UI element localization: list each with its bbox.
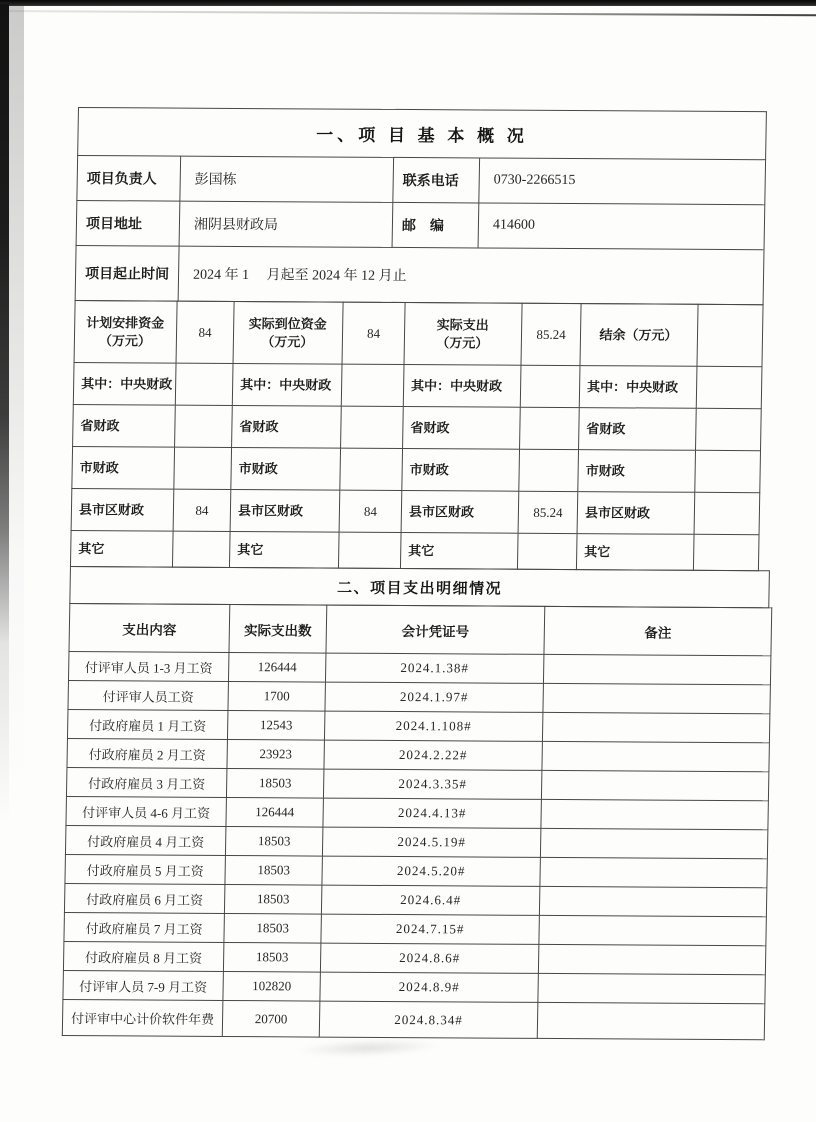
expense-remark-cell bbox=[539, 915, 766, 945]
funds-row bbox=[73, 363, 762, 409]
expense-amount-cell: 20700 bbox=[222, 1000, 320, 1037]
fund-label-line: 实际到位资金 bbox=[248, 316, 327, 332]
fund-label-cell bbox=[579, 408, 697, 451]
expense-amount-cell: 18503 bbox=[224, 884, 321, 914]
fund-value-cell bbox=[695, 450, 761, 492]
fund-label-line: 县市区财政 bbox=[237, 502, 304, 519]
fund-value-cell: 85.24 bbox=[518, 491, 578, 533]
fund-label-line: 省财政 bbox=[80, 417, 120, 434]
expense-remark-cell bbox=[538, 973, 765, 1003]
fund-value-cell bbox=[697, 304, 763, 366]
expense-amount-cell: 126444 bbox=[228, 652, 325, 682]
expense-amount-cell: 18503 bbox=[224, 913, 321, 943]
expense-voucher-cell: 2024.8.6# bbox=[320, 943, 538, 973]
fund-label-cell bbox=[233, 301, 343, 364]
expense-row bbox=[68, 681, 770, 714]
section2-title-row bbox=[69, 566, 770, 608]
expense-content-cell: 付政府雇员 6 月工资 bbox=[64, 884, 224, 914]
expense-row bbox=[62, 1000, 765, 1040]
project-leader-value: 彭国栋 bbox=[180, 156, 394, 202]
expense-header-row bbox=[69, 604, 772, 656]
expense-remark-cell bbox=[539, 886, 766, 916]
expense-row bbox=[64, 884, 766, 917]
funds-row bbox=[70, 531, 759, 571]
fund-label-line: 县市区财政 bbox=[78, 501, 145, 518]
fund-label-cell bbox=[232, 363, 342, 406]
fund-label-line: 市财政 bbox=[79, 459, 119, 476]
fund-value-cell bbox=[340, 448, 403, 490]
fund-value-cell bbox=[696, 366, 762, 408]
fund-label-cell bbox=[231, 447, 341, 490]
fund-label-line: 其它 bbox=[408, 542, 435, 558]
project-leader-label: 项目负责人 bbox=[77, 156, 181, 202]
expense-amount-cell: 1700 bbox=[228, 681, 325, 711]
project-period-value: 2024 年 1 月起至 2024 年 12 月止 bbox=[178, 246, 764, 305]
fund-label-cell bbox=[403, 407, 521, 450]
expense-remark-cell bbox=[542, 712, 769, 742]
fund-label-cell bbox=[404, 303, 522, 366]
expense-voucher-cell: 2024.1.97# bbox=[325, 682, 543, 712]
funds-row bbox=[74, 301, 763, 367]
scan-left-edge bbox=[0, 4, 9, 824]
leader-phone-row bbox=[77, 156, 766, 205]
postal-code-value: 414600 bbox=[478, 203, 765, 250]
expense-col-remark: 备注 bbox=[544, 606, 772, 655]
fund-value-cell: 85.24 bbox=[521, 303, 581, 365]
funds-row bbox=[71, 489, 760, 535]
expense-row bbox=[67, 739, 769, 772]
expense-remark-cell bbox=[543, 654, 770, 684]
project-address-label: 项目地址 bbox=[76, 201, 180, 247]
expense-content-cell: 付评审人员工资 bbox=[68, 681, 228, 711]
expense-voucher-cell: 2024.8.9# bbox=[320, 972, 538, 1002]
fund-label-cell bbox=[72, 447, 175, 490]
fund-value-cell bbox=[693, 534, 759, 570]
fund-label-cell bbox=[401, 491, 519, 534]
expense-voucher-cell: 2024.5.19# bbox=[322, 827, 540, 857]
expense-col-voucher: 会计凭证号 bbox=[326, 605, 545, 654]
fund-label-line: 其它 bbox=[78, 540, 105, 556]
expense-voucher-cell: 2024.5.20# bbox=[322, 856, 540, 886]
fund-label-line: 市财政 bbox=[585, 462, 625, 479]
expense-remark-cell bbox=[542, 741, 769, 771]
fund-label-line: 省财政 bbox=[586, 420, 626, 437]
expense-voucher-cell: 2024.7.15# bbox=[321, 914, 539, 944]
project-period-row bbox=[75, 246, 764, 305]
address-postal-row bbox=[76, 201, 765, 250]
expense-amount-cell: 18503 bbox=[226, 768, 323, 798]
expense-content-cell: 付评审人员 1-3 月工资 bbox=[68, 652, 228, 682]
fund-label-line: 其它 bbox=[584, 543, 611, 560]
expense-row bbox=[66, 768, 768, 801]
fund-value-cell: 84 bbox=[342, 302, 405, 364]
fund-label-cell bbox=[576, 534, 694, 571]
expense-voucher-cell: 2024.6.4# bbox=[321, 885, 539, 915]
expense-voucher-cell: 2024.3.35# bbox=[323, 769, 541, 799]
scan-top-edge bbox=[0, 0, 816, 6]
postal-code-label: 邮 编 bbox=[392, 202, 479, 248]
expense-content-cell: 付评审中心计价软件年费 bbox=[62, 1000, 223, 1037]
scan-smudge bbox=[298, 1038, 438, 1059]
fund-value-cell bbox=[520, 365, 580, 407]
section2-title: 二、项目支出明细情况 bbox=[336, 579, 503, 598]
expense-row bbox=[63, 971, 765, 1004]
fund-label-line: 省财政 bbox=[410, 419, 450, 436]
fund-label-cell bbox=[403, 365, 521, 408]
fund-label-line2: （万元） bbox=[436, 334, 489, 351]
expense-row bbox=[66, 797, 768, 830]
fund-value-cell bbox=[341, 406, 404, 448]
section1-title-row bbox=[78, 108, 767, 160]
expense-amount-cell: 126444 bbox=[226, 797, 323, 827]
document-paper bbox=[62, 107, 782, 1040]
expense-content-cell: 付政府雇员 5 月工资 bbox=[65, 855, 225, 885]
fund-label-cell bbox=[580, 304, 698, 367]
fund-value-cell bbox=[519, 449, 579, 491]
expense-content-cell: 付政府雇员 3 月工资 bbox=[66, 768, 226, 798]
expense-amount-cell: 23923 bbox=[227, 739, 324, 769]
fund-label-cell bbox=[579, 366, 697, 409]
fund-label-line: 市财政 bbox=[238, 460, 278, 476]
expense-row bbox=[63, 942, 765, 975]
contact-phone-value: 0730-2266515 bbox=[479, 158, 766, 205]
fund-label-cell bbox=[402, 449, 520, 492]
expense-voucher-cell: 2024.2.22# bbox=[324, 740, 542, 770]
fund-label-cell bbox=[73, 405, 176, 448]
fund-value-cell bbox=[174, 447, 232, 489]
expense-col-content: 支出内容 bbox=[69, 604, 230, 653]
paper-top-edge-line bbox=[0, 10, 816, 16]
expense-row bbox=[64, 913, 766, 946]
fund-label-cell bbox=[232, 405, 342, 448]
fund-value-cell: 84 bbox=[173, 489, 231, 531]
fund-label-line: 其中：中央财政 bbox=[586, 378, 679, 395]
funds-table bbox=[70, 300, 764, 571]
fund-label-cell bbox=[230, 489, 340, 532]
fund-label-cell bbox=[71, 489, 174, 532]
fund-value-cell bbox=[696, 408, 762, 450]
fund-label-line: 计划安排资金 bbox=[86, 315, 165, 331]
fund-label-cell bbox=[400, 533, 518, 570]
fund-label-cell bbox=[229, 531, 339, 568]
expense-amount-cell: 18503 bbox=[225, 826, 322, 856]
fund-label-line2: （万元） bbox=[98, 332, 152, 348]
expense-row bbox=[68, 652, 770, 685]
expense-table bbox=[62, 603, 772, 1040]
funds-table-body bbox=[70, 301, 763, 571]
expense-row bbox=[67, 710, 769, 743]
contact-phone-label: 联系电话 bbox=[393, 157, 480, 203]
fund-value-cell bbox=[520, 407, 580, 449]
project-address-value: 湘阴县财政局 bbox=[179, 201, 393, 247]
funds-row bbox=[72, 447, 761, 493]
fund-label-line: 县市区财政 bbox=[408, 503, 475, 520]
expense-amount-cell: 102820 bbox=[223, 971, 320, 1001]
expense-voucher-cell: 2024.4.13# bbox=[323, 798, 541, 828]
expense-row bbox=[65, 855, 767, 888]
fund-label-cell bbox=[74, 301, 177, 364]
fund-label-cell bbox=[70, 531, 173, 568]
expense-row bbox=[65, 826, 767, 859]
fund-value-cell bbox=[175, 405, 233, 447]
fund-label-line: 结余（万元） bbox=[599, 326, 678, 343]
expense-remark-cell bbox=[541, 770, 768, 800]
funds-row bbox=[73, 405, 762, 451]
fund-value-cell bbox=[341, 364, 404, 406]
expense-content-cell: 付政府雇员 8 月工资 bbox=[63, 942, 223, 972]
expense-content-cell: 付评审人员 4-6 月工资 bbox=[66, 797, 226, 827]
fund-value-cell bbox=[517, 533, 577, 569]
fund-label-cell bbox=[577, 492, 695, 535]
expense-voucher-cell: 2024.8.34# bbox=[319, 1001, 538, 1038]
expense-remark-cell bbox=[543, 683, 770, 713]
fund-label-line: 其中：中央财政 bbox=[240, 376, 332, 393]
expense-voucher-cell: 2024.1.108# bbox=[324, 711, 542, 741]
fund-label-line: 其中：中央财政 bbox=[411, 377, 503, 394]
fund-label-line2: （万元） bbox=[261, 333, 314, 349]
fund-label-line: 县市区财政 bbox=[584, 504, 651, 521]
fund-label-cell bbox=[73, 363, 176, 406]
fund-value-cell: 84 bbox=[176, 301, 234, 363]
fund-label-line: 其中：中央财政 bbox=[81, 375, 173, 392]
expense-voucher-cell: 2024.1.38# bbox=[325, 653, 543, 683]
fund-value-cell bbox=[175, 363, 233, 405]
expense-remark-cell bbox=[540, 857, 767, 887]
expense-col-amount: 实际支出数 bbox=[229, 604, 327, 653]
fund-value-cell bbox=[694, 492, 760, 534]
fund-label-cell bbox=[578, 450, 696, 493]
expense-content-cell: 付评审人员 7-9 月工资 bbox=[63, 971, 223, 1001]
expense-remark-cell bbox=[540, 828, 767, 858]
fund-label-line: 其它 bbox=[237, 541, 264, 557]
expense-remark-cell bbox=[541, 799, 768, 829]
expense-table-body bbox=[62, 652, 771, 1040]
expense-amount-cell: 18503 bbox=[225, 855, 322, 885]
expense-content-cell: 付政府雇员 7 月工资 bbox=[64, 913, 224, 943]
section1-title: 一、项 目 基 本 概 况 bbox=[78, 108, 767, 160]
expense-content-cell: 付政府雇员 4 月工资 bbox=[65, 826, 225, 856]
section1-table bbox=[75, 107, 767, 305]
expense-amount-cell: 12543 bbox=[227, 710, 324, 740]
expense-content-cell: 付政府雇员 2 月工资 bbox=[67, 739, 227, 769]
fund-value-cell bbox=[338, 532, 401, 568]
paper-left-shadow bbox=[9, 6, 24, 786]
fund-value-cell: 84 bbox=[339, 490, 402, 532]
expense-remark-cell bbox=[538, 944, 765, 974]
fund-label-line: 实际支出 bbox=[436, 317, 489, 333]
project-period-label: 项目起止时间 bbox=[75, 246, 179, 302]
expense-content-cell: 付政府雇员 1 月工资 bbox=[67, 710, 227, 740]
fund-label-line: 市财政 bbox=[409, 461, 449, 478]
expense-amount-cell: 18503 bbox=[223, 942, 320, 972]
expense-remark-cell bbox=[537, 1002, 765, 1039]
fund-value-cell bbox=[172, 531, 230, 567]
fund-label-line: 省财政 bbox=[239, 418, 279, 434]
